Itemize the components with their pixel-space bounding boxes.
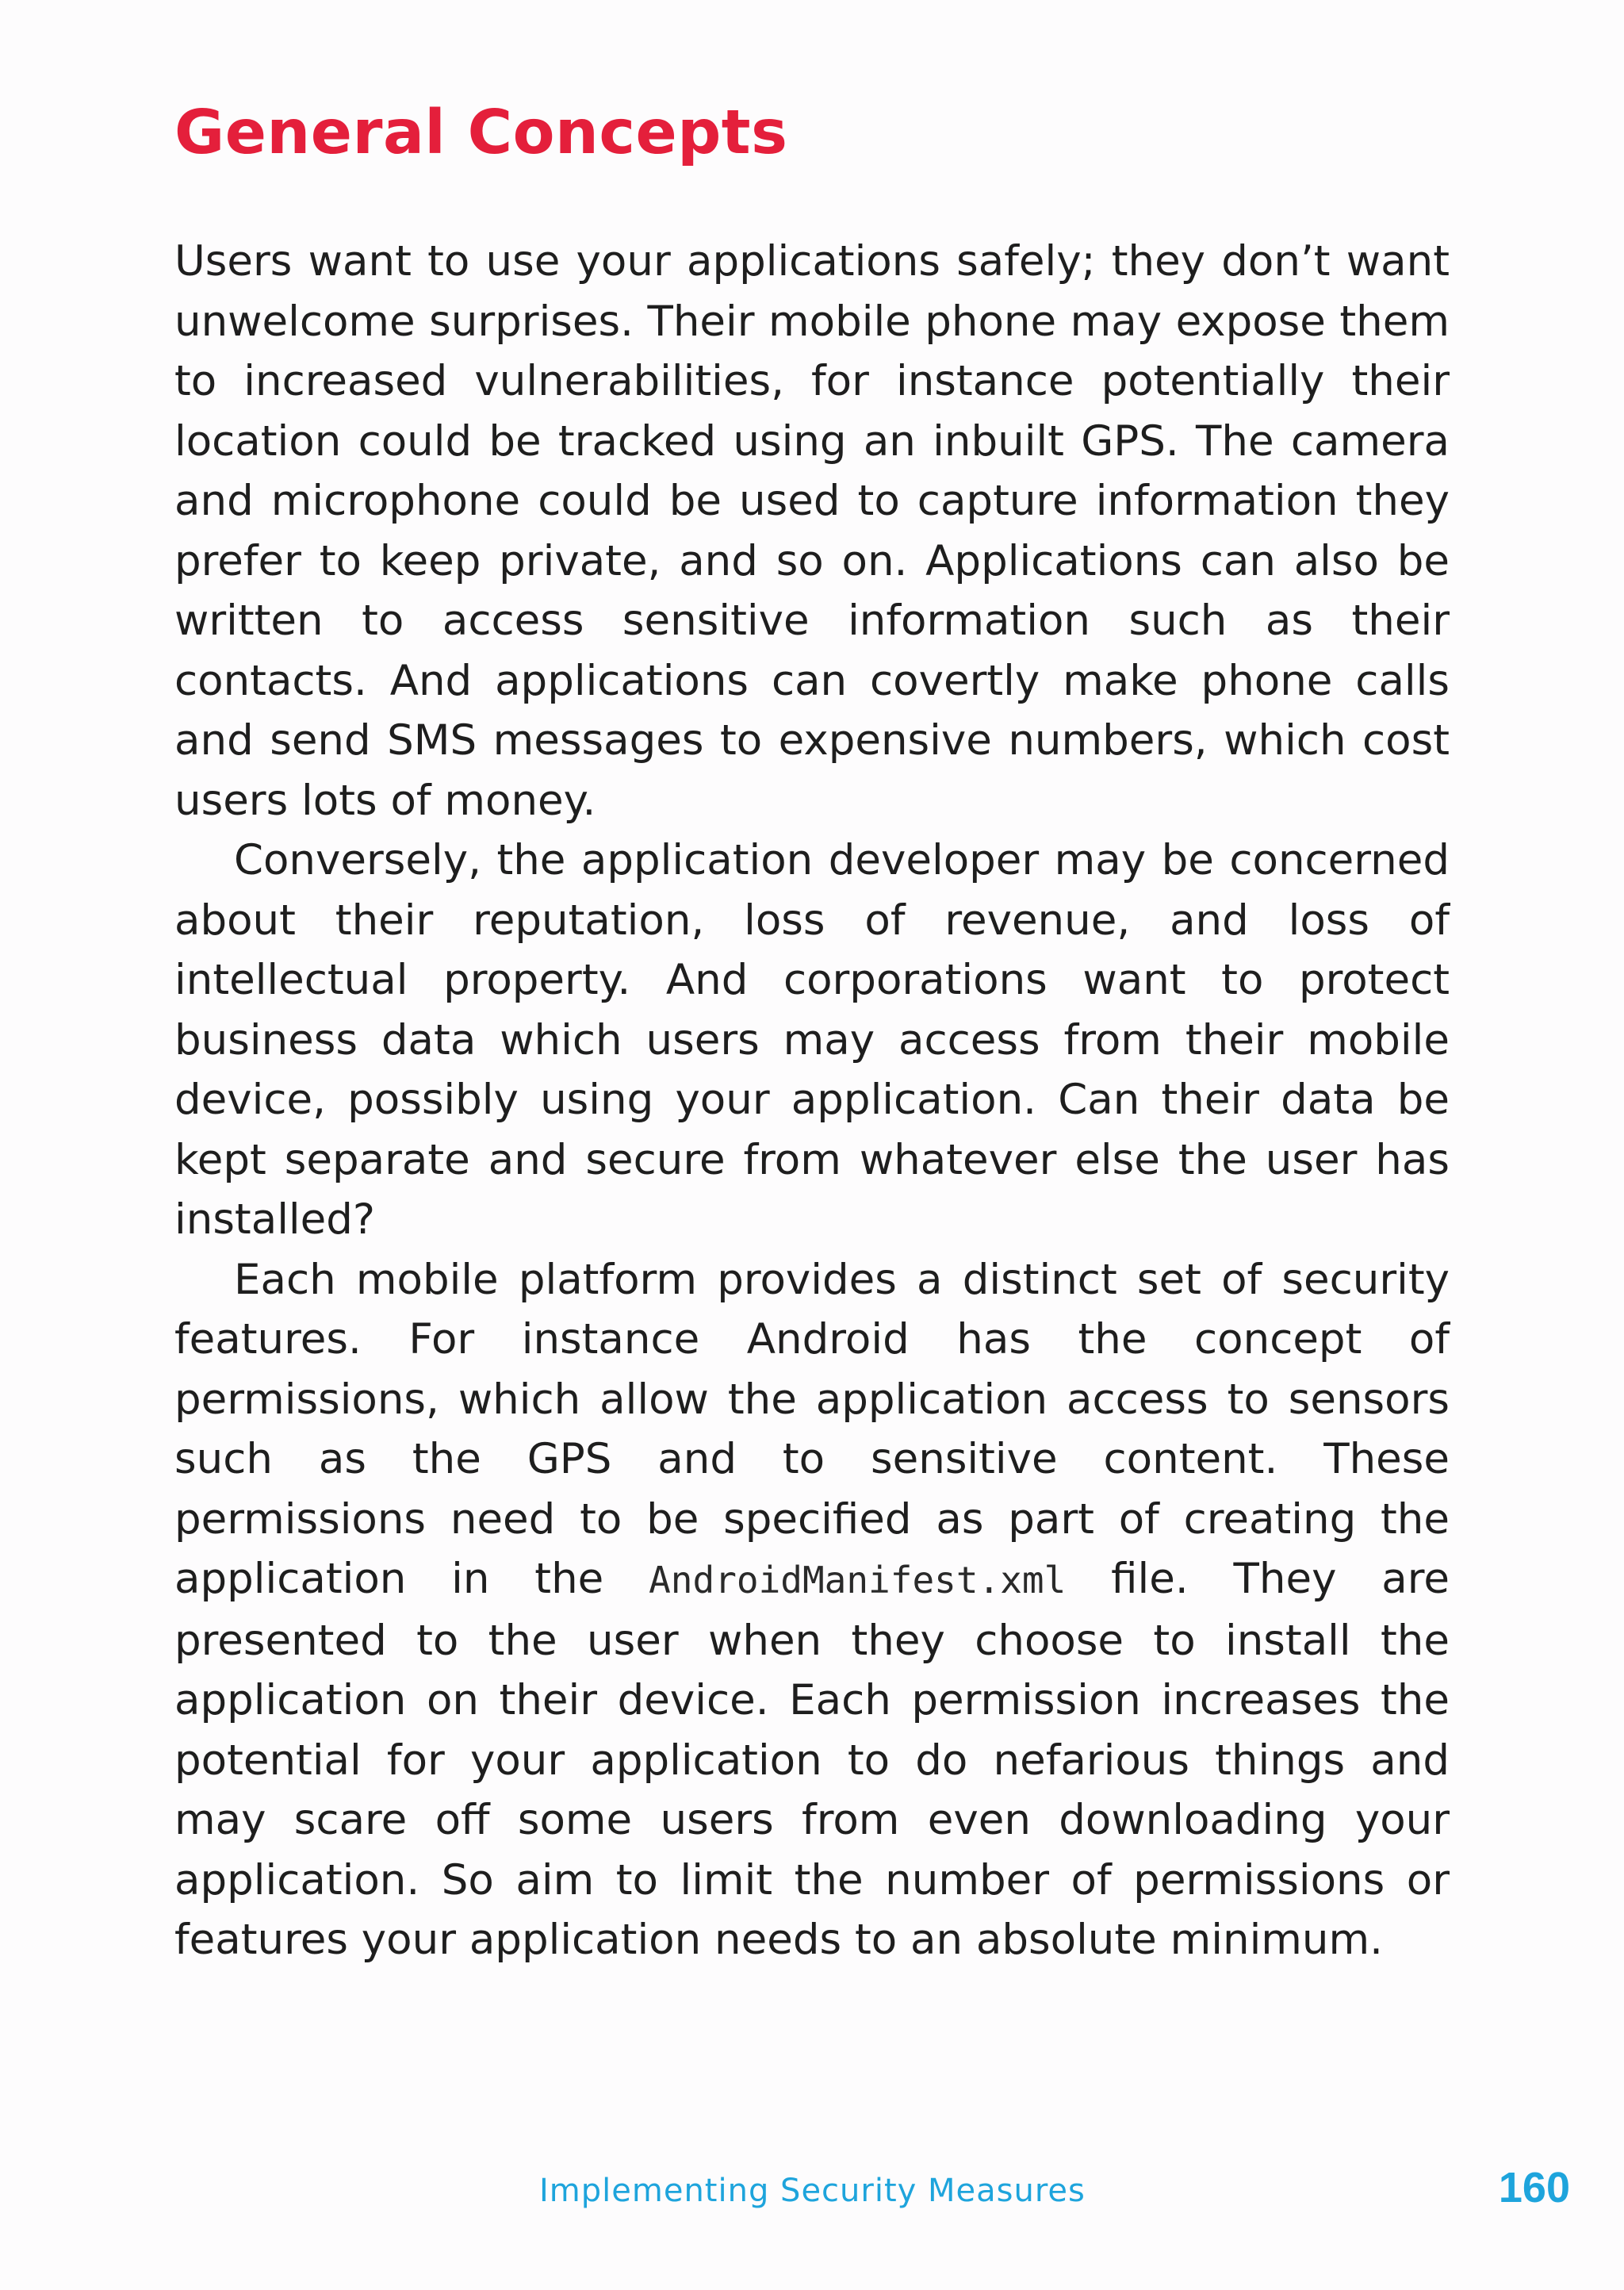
body-text (174, 232, 1450, 1970)
paragraph-3-text-after-code: file. They are presented to the user when they choose to install the application on their device. Each permission increases the potential for your application to do nefarious things and may scare off some users from even downloading your application. So aim to limit the number of permissions or features your application needs to an absolute minimum. (174, 1555, 1450, 1964)
code-filename: AndroidManifest.xml (649, 1559, 1067, 1601)
footer-section-title: Implementing Security Measures (539, 2173, 1086, 2209)
page-title: General Concepts (174, 98, 788, 168)
paragraph-3 (174, 1250, 1450, 1970)
paragraph-3-text-before-code: Each mobile platform provides a distinct set of security features. For instance Android has the concept of permissions, which allow the application access to sensors such as the GPS and to sensitive content. These permissions need to be specified as part of creating the application in the (174, 1255, 1450, 1603)
page-number: 160 (1498, 2164, 1570, 2211)
paragraph-1: Users want to use your applications safely; they don’t want unwelcome surprises. Their mobile phone may expose them to increased vulnerabilities, for instance potentially their location could be tracked using an inbuilt GPS. The camera and microphone could be used to capture information they prefer to keep private, and so on. Applications can also be written to access sensitive information such as their contacts. And applications can covertly make phone calls and send SMS messages to expensive numbers, which cost users lots of money. (174, 237, 1450, 825)
paragraph-2: Conversely, the application developer may be concerned about their reputation, loss of revenue, and loss of intellectual property. And corporations want to protect business data which users may access from their mobile device, possibly using your application. Can their data be kept separate and secure from whatever else the user has installed? (174, 836, 1450, 1244)
